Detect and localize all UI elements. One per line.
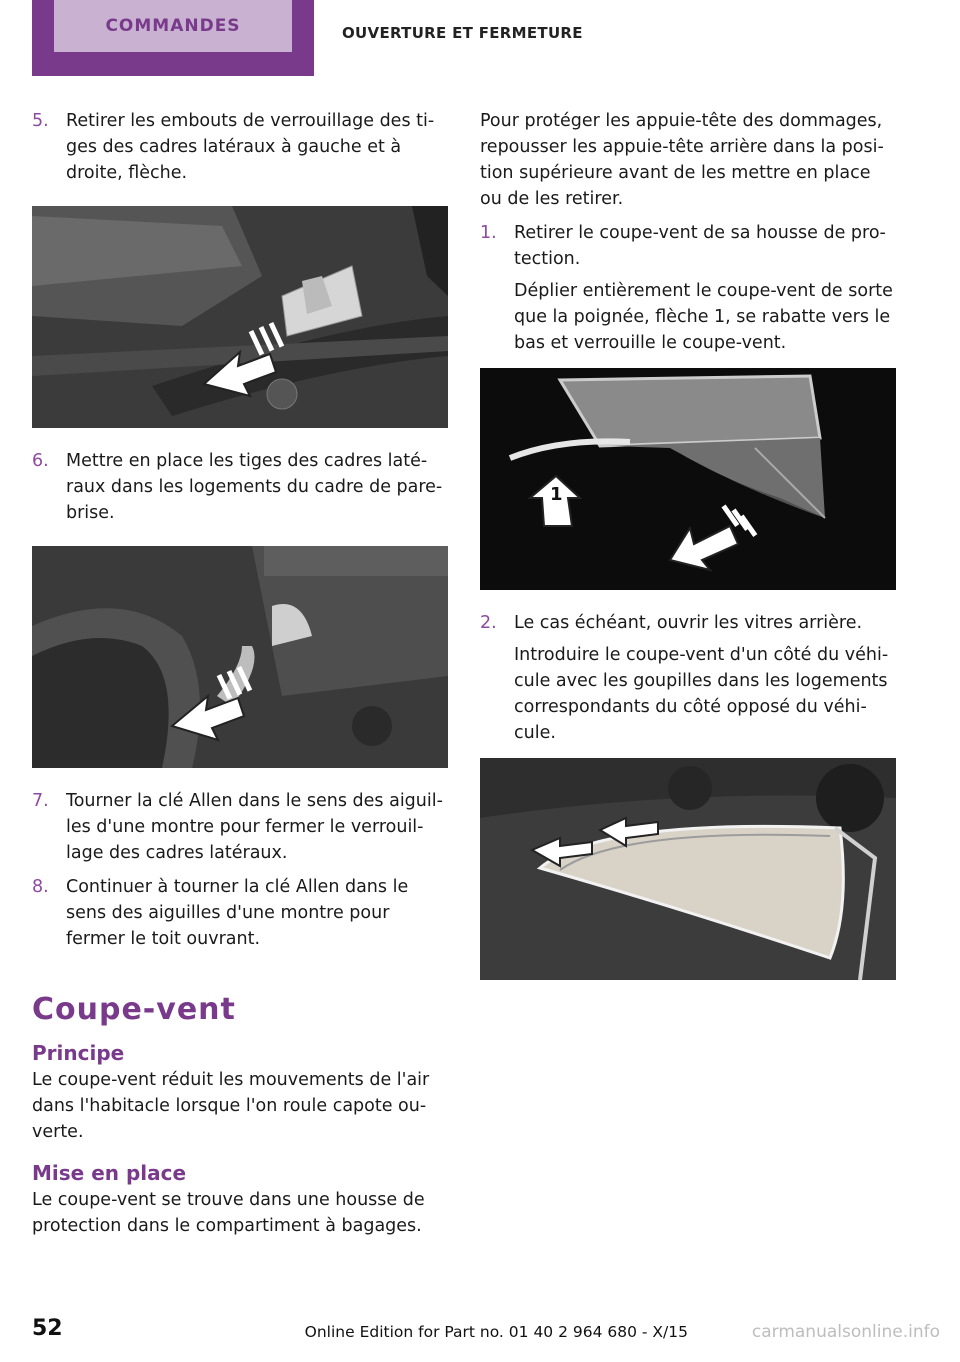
step-number: 2.	[480, 613, 497, 633]
paragraph-mise-en-place: Le coupe-vent se trouve dans une housse de protection dans le compartiment à bagages.	[32, 1190, 425, 1236]
step-text: Retirer le coupe-vent de sa housse de protection.	[514, 223, 886, 269]
step-number: 8.	[32, 877, 49, 897]
photo-windshield-frame	[32, 546, 448, 768]
step-text: Retirer les embouts de verrouillage des tiges des cadres latéraux à gauche et à droite, flèche.	[66, 111, 435, 183]
right-column	[480, 108, 896, 1000]
edition-info: Online Edition for Part no. 01 40 2 964 680 - X/15	[304, 1323, 688, 1341]
paragraph-principe: Le coupe-vent réduit les mouvements de l'air dans l'habitacle lorsque l'on roule capote ouverte.	[32, 1070, 430, 1142]
left-column	[32, 108, 448, 1239]
step-subtext: Déplier entièrement le coupe-vent de sorte que la poignée, flèche 1, se rabatte vers le bas et verrouille le coupe-vent.	[514, 281, 893, 353]
step-2	[480, 610, 896, 746]
section-title: OUVERTURE ET FERMETURE	[342, 24, 583, 42]
intro-paragraph: Pour protéger les appuie-tête des dommages, repousser les appuie-tête arrière dans la position supérieure avant de les mettre en place ou de les retirer.	[480, 111, 884, 209]
page-number: 52	[32, 1316, 63, 1341]
step-number: 7.	[32, 791, 49, 811]
photo-frame-rod-caps	[32, 206, 448, 428]
step-1	[480, 220, 896, 356]
step-text: Continuer à tourner la clé Allen dans le sens des aiguilles d'une montre pour fermer le toit ouvrant.	[66, 877, 409, 949]
tab-commandes[interactable]	[32, 0, 314, 76]
step-7	[32, 788, 448, 866]
step-6	[32, 448, 448, 526]
photo-windbreak-installed	[480, 758, 896, 980]
step-number: 5.	[32, 111, 49, 131]
subheading-principe: Principe	[32, 1041, 125, 1065]
step-text: Tourner la clé Allen dans le sens des aiguilles d'une montre pour fermer le verrouillage des cadres latéraux.	[66, 791, 443, 863]
step-text: Le cas échéant, ouvrir les vitres arrière.	[514, 613, 863, 633]
step-subtext: Introduire le coupe-vent d'un côté du véhicule avec les goupilles dans les logements correspondants du côté opposé du véhicule.	[514, 645, 889, 743]
header-bar	[0, 0, 960, 76]
step-number: 1.	[480, 223, 497, 243]
step-5	[32, 108, 448, 186]
step-text: Mettre en place les tiges des cadres latéraux dans les logements du cadre de pare-brise.	[66, 451, 443, 523]
step-8	[32, 874, 448, 952]
step-number: 6.	[32, 451, 49, 471]
subheading-mise-en-place: Mise en place	[32, 1161, 187, 1185]
tab-commandes-label: COMMANDES	[54, 0, 292, 52]
arrow-label: 1	[550, 484, 563, 505]
watermark: carmanualsonline.info	[751, 1322, 940, 1342]
section-heading: Coupe-vent	[32, 992, 236, 1027]
photo-windbreak-unfolded	[480, 368, 896, 590]
